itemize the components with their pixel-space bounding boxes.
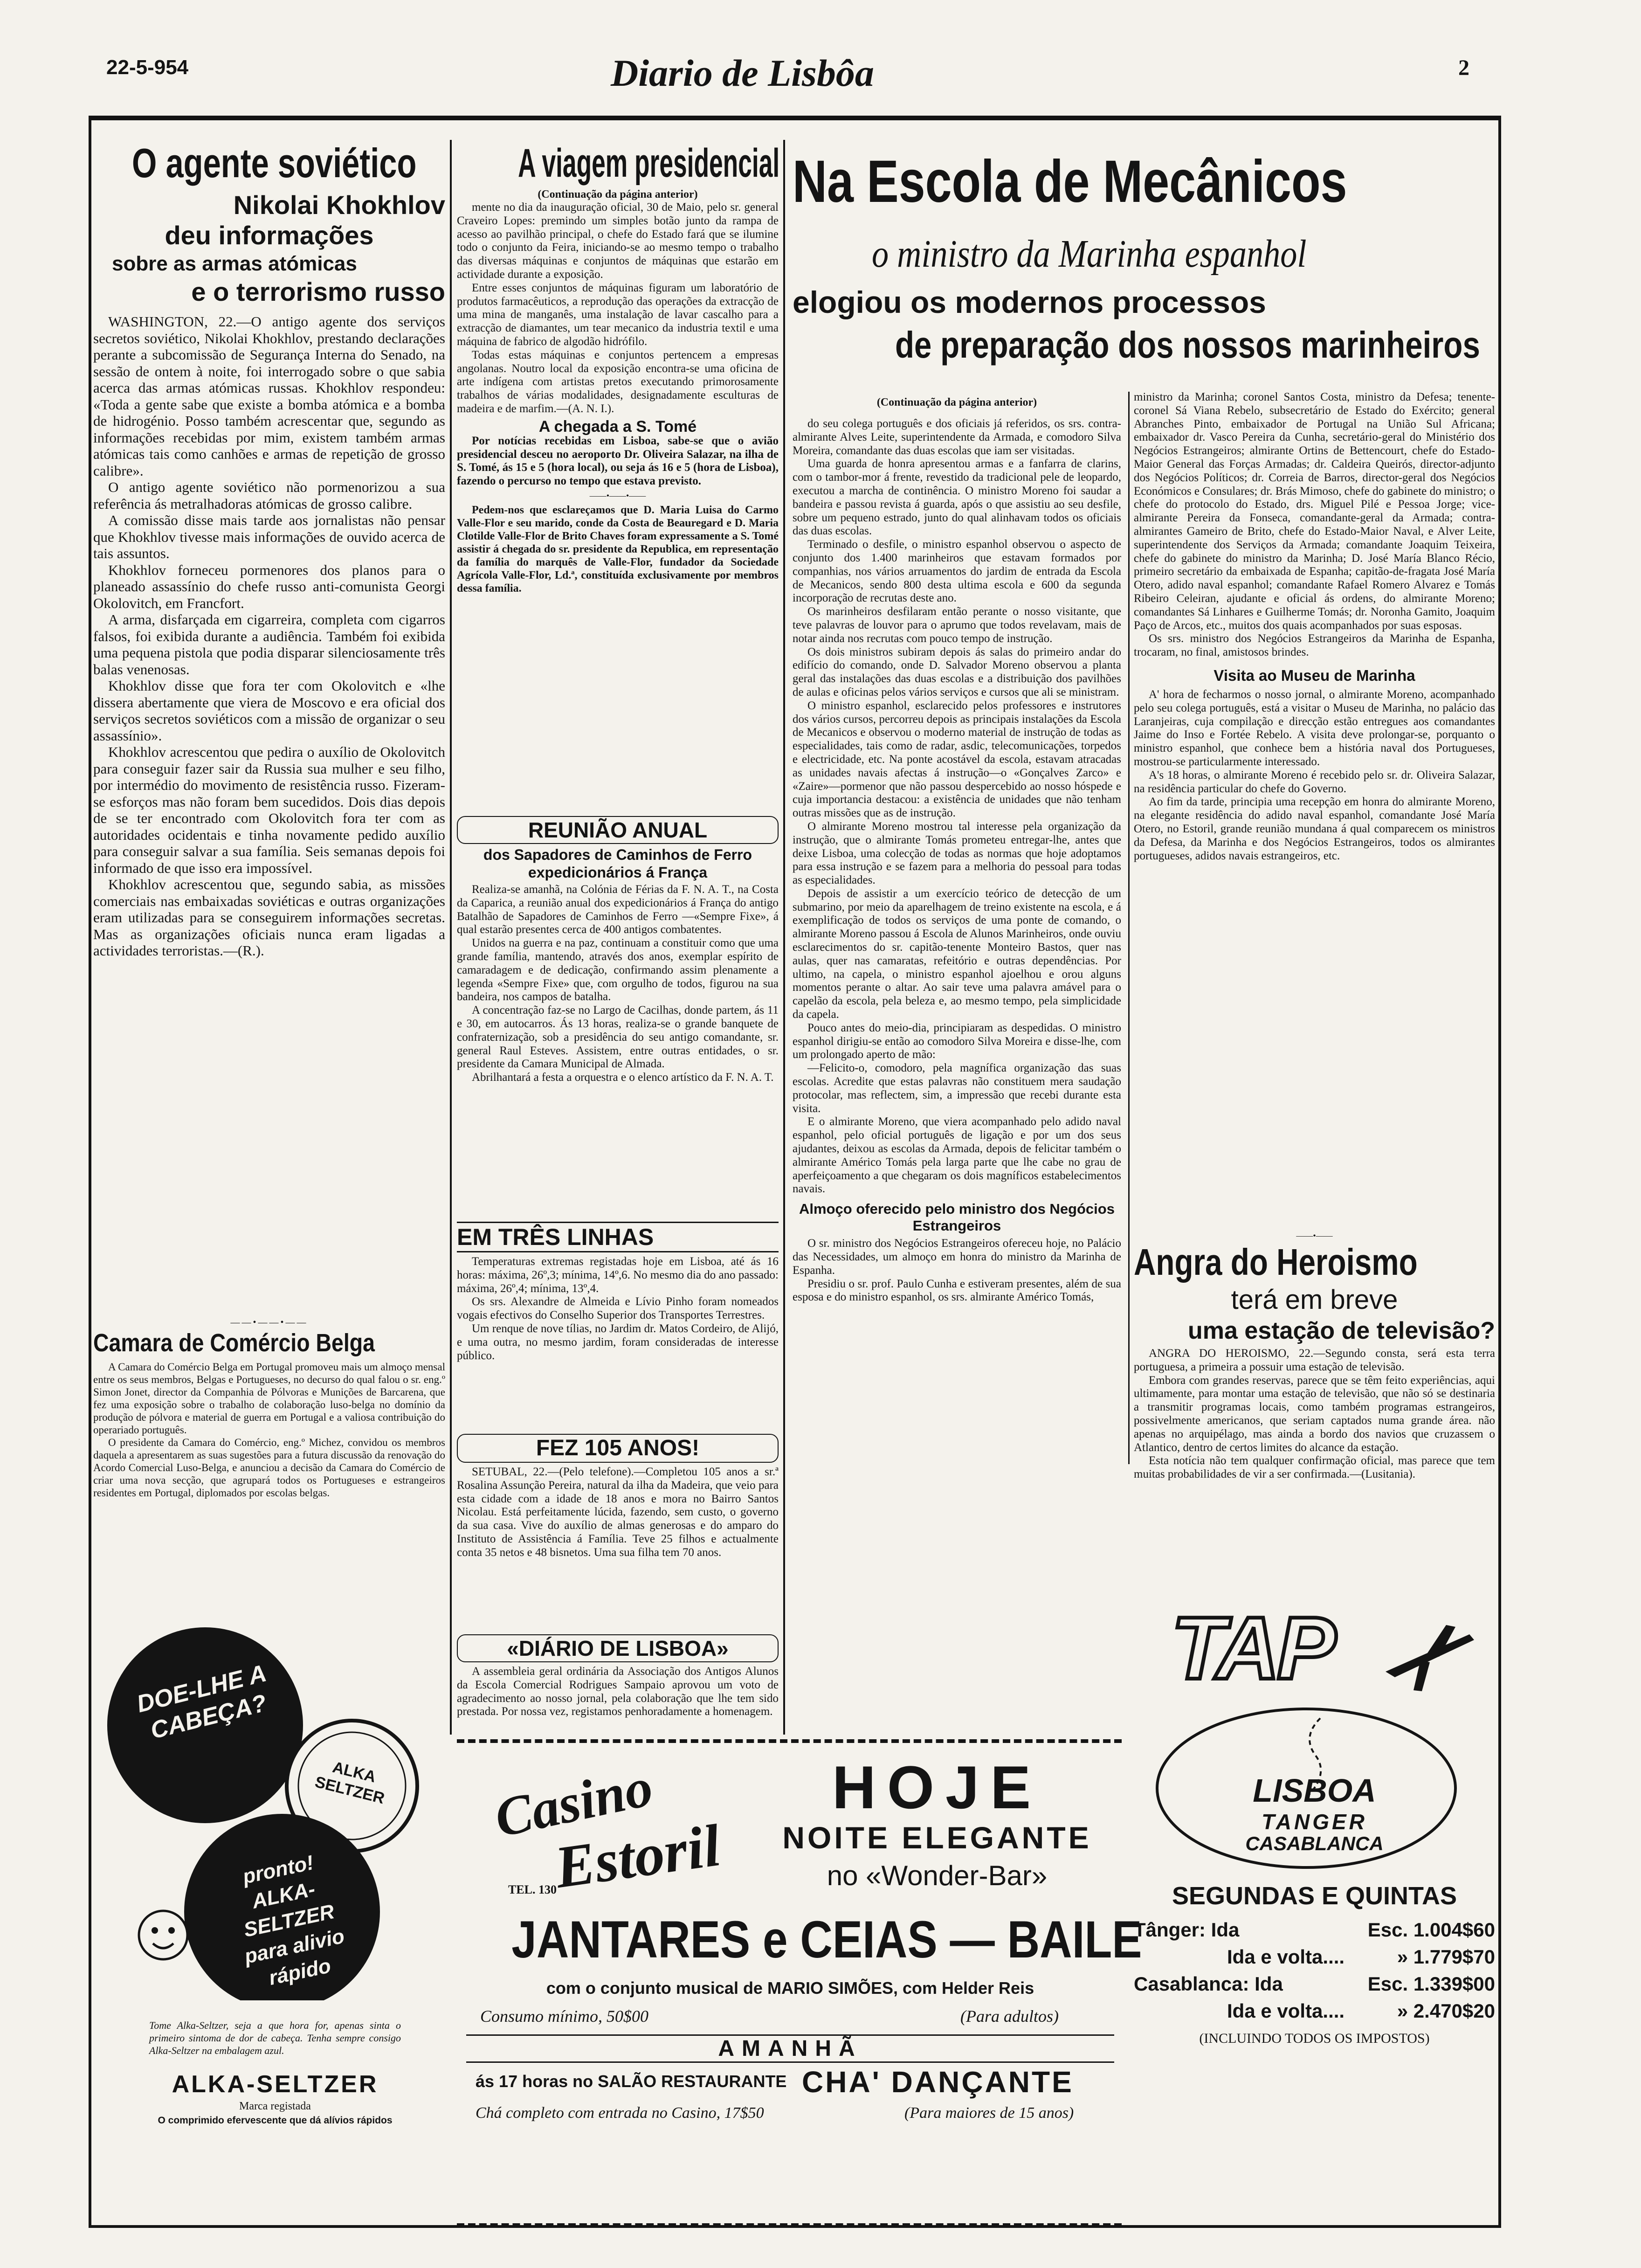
main-subtitle-3: de preparação dos nossos marinheiros [895,324,1480,366]
fare-price: Esc. 1.339$00 [1367,1973,1495,1995]
fare-label: Tânger: Ida [1134,1919,1240,1941]
paragraph: Depois de assistir a um exercício teórico de detecção de um submarino, por meio da aparelhagem de treino existente na escola, e á exemplificação de todos os serviços de uma ponte de comando, o almirante Moreno passou á Escola de Alunos Marinheiros, onde ouviu esclarecimentos do sr. capitão-tenente Monteiro Bastos, quer nas aulas, quer nas camaratas, refeitório e outras dependências. Por ultimo, na capela, o ministro espanhol ajoelhou e orou alguns momentos perante o altar. Ao sair teve uma palavra amável para o capelão da escola, pela beleza e, ao mesmo tempo, pela simplicidade da capela. [793,887,1121,1021]
diario-lisboa-article [457,1634,779,1719]
paragraph: Realiza-se amanhã, na Colónia de Férias da F. N. A. T., na Costa da Caparica, a reunião anual dos expedicionários á França do antigo Batalhão de Sapadores de Caminhos de Ferro —«Sempre Fixe», á qual estarão presentes cerca de 400 antigos combatentes. [457,883,779,936]
noite-elegante: NOITE ELEGANTE [782,1820,1092,1855]
article-subtitle-1: deu informações [165,221,374,250]
schedule-days: SEGUNDAS E QUINTAS [1172,1882,1457,1910]
article-body [93,313,445,959]
right-border [1498,116,1501,2228]
alka-seltzer-ad [93,1613,445,2220]
tap-logo: TAP [1171,1599,1333,1698]
paragraph: A arma, disfarçada em cigarreira, completa com cigarros falsos, foi exibida durante a audiência. Também foi exibida uma pequena pistola que podia disparar silenciosamente três balas venenosas. [93,611,445,678]
divider-ornament: ——•——•—— [230,1317,308,1328]
annual-meeting-article [457,816,779,1085]
fare-row [1134,1998,1495,2025]
casino-estoril-ad [457,1739,1142,2227]
paragraph: Um renque de nove tílias, no Jardim dr. Matos Cordeiro, de Alijó, e uma outra, no mesmo jardim, foram consideradas de interesse público. [457,1322,779,1362]
section-body [793,1237,1121,1304]
main-subtitle-2: elogiou os modernos processos [793,285,1266,319]
jantares-line: JANTARES e CEIAS — BAILE [511,1910,1142,1969]
fare-label: Casablanca: Ida [1134,1973,1283,1995]
paragraph: WASHINGTON, 22.—O antigo agente dos serviços secretos soviético, Nikolai Khokhlov, prestando declarações perante a subcomissão de Segurança Interna do Senado, na sessão de ontem à noite, foi interrogado sobre o que sabia acerca das armas atómicas russas. Khokhlov respondeu: «Toda a gente sabe que existe a bomba atómica e a bomba de hidrogénio. Posso também acrescentar que, segundo as informações recebidas por mim, existem também armas atómicas tais como canhões e armas de repetição de grosso calibre». [93,313,445,479]
article-title: Angra do Heroismo [1134,1241,1418,1283]
paragraph: Uma guarda de honra apresentou armas e a fanfarra de clarins, com o tambor-mor á frente, revestido da tradicional pele de leopardo, executou a marcha de continência. O ministro Moreno foi saudar a bandeira e passou revista á guarda, após o que assistiu ao seu desfile, sobre um pequeno estrado, junto do qual alinhavam todos os oficiais das duas escolas. [793,457,1121,538]
paragraph: Unidos na guerra e na paz, continuam a constituir como que uma grande família, mantendo, através dos anos, exemplar espírito de camaradagem e de dedicação, confirmando assim plenamente a legenda «Sempre Fixe» que, com orgulho de todos, figurou na sua bandeira, nos campos de batalha. [457,937,779,1003]
paragraph: Esta notícia não tem qualquer confirmação oficial, mas parece que tem muitas probabilidades de vir a ser confirmada.—(Lusitania). [1134,1454,1495,1481]
paragraph: —Felicito-o, comodoro, pela magnífica organização das suas escolas. Acredite que estas palavras não constituem mera saudação protocolar, mas reflectem, sim, a impressão que recebi durante esta visita. [793,1062,1121,1115]
section-heading: A chegada a S. Tomé [538,417,697,436]
ad-slogan: pronto! ALKA-SELTZER para alivio rápido [241,1851,347,1990]
paragraph: A Camara do Comércio Belga em Portugal promoveu mais um almoço mensal entre os seus membros, Belgas e Portugueses, no decurso do qual falou o sr. eng.º Simon Jonet, director da Companhia de Pólvoras e Munições de Barcarena, que fez uma exposição sobre o trabalho de colaboração luso-belga no domínio da produção de pólvora e material de guerra em Portugal e a valiosa contribuição do operariado português. [93,1361,445,1436]
article-body [793,417,1121,1196]
article-title-box [457,816,779,844]
casino-logo-2: Estoril [551,1812,724,1901]
paragraph: A concentração faz-se no Largo de Cacilhas, donde partem, ás 11 e 30, em autocarros. Ás 13 horas, realiza-se o grande banquete de confraternização, sob a presidência do seu antigo comandante, sr. general Raul Esteves. Assistem, entre outras entidades, o sr. presidente da Camara Municipal de Almada. [457,1004,779,1071]
family-note: Pedem-nos que esclareçamos que D. Maria Luisa do Carmo Valle-Flor e seu marido, conde da Costa de Beauregard e D. Maria Clotilde Valle-Flor de Brito Chaves foram expressamente a S. Tomé assistir á chegada do sr. presidente da Republica, em representação da família do marquês de Valle-Flor, fundador da Sociedade Agrícola Valle-Flor, Ld.ª, constituída exclusivamente por membros dessa família. [457,504,779,595]
article-subtitle-3: e o terrorismo russo [191,277,445,306]
main-article-col-b [1134,391,1495,863]
continuation-note: (Continuação da página anterior) [876,396,1037,408]
route-casablanca: CASABLANCA [1245,1832,1384,1854]
ad-tablet-text: ALKA SELTZER [313,1758,386,1808]
main-title: Na Escola de Mecânicos [793,148,1347,215]
main-article-col-a [793,396,1121,1304]
divider-ornament: ——•——•—— [589,491,646,500]
restaurante-line: ás 17 horas no SALÃO RESTAURANTE [476,2072,787,2091]
adultos-line: (Para adultos) [960,2007,1059,2026]
casino-tel: TEL. 130 [508,1883,557,1896]
section-body [1134,688,1495,863]
fare-table [1134,1916,1495,2025]
paragraph: A comissão disse mais tarde aos jornalistas não pensar que Khokhlov tivesse mais informações de ouvido acerca de tais assuntos. [93,512,445,561]
col-separator-2 [783,140,785,1735]
maiores-line: (Para maiores de 15 anos) [904,2104,1074,2122]
presidential-trip-article [457,140,779,595]
paragraph: do seu colega português e dos oficiais já referidos, os srs. contra-almirante Alves Leite, superintendente da Armada, e comodoro Silva Moreira, comandante das duas escolas que iam ser visitadas. [793,417,1121,457]
paragraph: A' hora de fecharmos o nosso jornal, o almirante Moreno, acompanhado pelo seu colega português, está a visitar o Museu de Marinha, no palácio das Laranjeiras, cuja compilação e direcção estão entregues aos comandantes Jaime do Inso e Fortée Rebelo. A visita deve prolongar-se, porquanto o ministro espanhol, que conhece bem a história naval dos Portugueses, mostrou-se particularmente interessado. [1134,688,1495,768]
paragraph: O presidente da Camara do Comércio, eng.º Michez, convidou os membros daquela a apresentarem as suas sugestões para a futura discussão da renovação do Acordo Comercial Luso-Belga, e anunciou a decisão da Camara do Comércio de criar uma nova secção, que agrupará todos os Portugueses e estrangeiros residentes em Portugal, diplomados por escolas belgas. [93,1437,445,1499]
fare-row [1134,1916,1495,1943]
article-body [1134,1347,1495,1481]
amanha-heading: AMANHÃ [466,2034,1114,2063]
article-body: A assembleia geral ordinária da Associação dos Antigos Alunos da Escola Comercial Rodrigues Sampaio aprovou um voto de agradecimento ao nosso jornal, pela colaboração que lhe tem sido prestada. Por nossa vez, registamos penhoradamente a homenagem. [457,1665,779,1718]
article-title: EM TRÊS LINHAS [457,1222,779,1252]
article-title: A viagem presidencial [518,141,780,186]
article-body [457,201,779,416]
ad-bubble-text: DOE-LHE A CABEÇA? [134,1660,269,1744]
fare-note: (INCLUINDO TODOS OS IMPOSTOS) [1199,2031,1430,2046]
route-tanger: TANGER [1262,1810,1367,1834]
left-border [89,116,91,2228]
section-heading: Almoço oferecido pelo ministro dos Negócios Estrangeiros [799,1201,1115,1234]
fare-row [1134,1971,1495,1998]
col-separator-3 [1128,392,1130,1464]
main-article-header [793,140,1496,392]
route-lisboa: LISBOA [1253,1772,1376,1809]
fare-label: Ida e volta.... [1227,1946,1345,1968]
consumo-line: Consumo mínimo, 50$00 [480,2007,649,2026]
paragraph: Khokhlov acrescentou que pedira o auxílio de Okolovitch para conseguir fazer sair da Russia sua mulher e seu filho, por intermédio do movimento de resistência russo. Fizeram-se esforços mas não foram bem sucedidos. Dois dias depois de se ter encontrado com Okolovitch fora ter com as autoridades ocidentais e tinha novamente pedido auxílio para conseguir salvar a sua família. Seis semanas depois foi informado de que isso era impossível. [93,744,445,876]
fare-label: Ida e volta.... [1227,2000,1345,2022]
fare-row [1134,1943,1495,1971]
article-title: «DIÁRIO DE LISBOA» [507,1636,729,1660]
paragraph: mente no dia da inauguração oficial, 30 de Maio, pelo sr. general Craveiro Lopes: premindo um simples botão junto da rampa de acesso ao pavilhão principal, o chefe do Estado fará que se ilumine todo o conjunto da Feira, iniciando-se ao mesmo tempo o trabalho das diversas máquinas e conjuntos de máquinas que estarão em actividade durante a exposição. [457,201,779,281]
article-title: Camara de Comércio Belga [93,1329,375,1357]
paragraph: Embora com grandes reservas, parece que se têm feito experiências, aqui ultimamente, para montar uma estação de televisão, que não só se destinaria a transmitir programas locais, como também programas estrangeiros, possivelmente americanos, que seriam captados numa grande área. não apenas no arquipélago, mas ainda a bordo dos navios que cruzassem o Atlantico, dentro de certos limites do alcance da estação. [1134,1374,1495,1454]
ad-brand: ALKA-SELTZER [172,2071,379,2098]
fare-price: » 2.470$20 [1397,2000,1495,2022]
paragraph: O ministro espanhol, esclarecido pelos professores e instrutores dos vários cursos, percorreu depois as principais instalações da Escola de Mecanicos e observou o moderno material de instrução de todas as especialidades, tais como de radar, asdic, telecomunicações, torpedos e electricidade, etc. Na ponte acostável da escola, estavam atracadas as unidades navais afectas á instrução—o «Gonçalves Zarco» e «Zaire»—pormenor que não passou despercebido ao nosso hóspede e cuja importancia destacou: a existência de unidades que não tenham outras missões que as de instrução. [793,699,1121,820]
paragraph: ANGRA DO HEROISMO, 22.—Segundo consta, será esta terra portuguesa, a primeira a possuir uma estação de televisão. [1134,1347,1495,1373]
paragraph: Khokhlov disse que fora ter com Okolovitch e «lhe dissera abertamente que viera de Moscovo e era oficial dos serviços secretos soviéticos com a missão de organizar o seu assassínio». [93,678,445,744]
paragraph: Abrilhantará a festa a orquestra e o elenco artístico da F. N. A. T. [472,1071,774,1084]
paragraph: Terminado o desfile, o ministro espanhol observou o aspecto de conjunto dos 1.400 marinheiros que estavam formados por companhias, nos vários arruamentos do jardim de entrada da Escola de Mecanicos, sendo 800 desta ultima escola e 600 da segunda incorporação de recrutas deste ano. [793,538,1121,605]
ad-registered: Marca registada [239,2100,311,2112]
ad-copy: Tome Alka-Seltzer, seja a que hora for, apenas sinta o primeiro sintoma de dor de cabeça. Tenha sempre consigo Alka-Seltzer na embalagem azul. [149,2019,401,2056]
fare-price: » 1.779$70 [1397,1946,1495,1968]
main-subtitle-1: o ministro da Marinha espanhol [872,232,1307,276]
article-title: O agente soviético [132,140,417,186]
article-title-box [457,1434,779,1463]
paragraph: A's 18 horas, o almirante Moreno é recebido pelo sr. dr. Oliveira Salazar, na residência particular do chefe do Governo. [1134,768,1495,795]
article-subtitle-2: sobre as armas atómicas [112,252,357,275]
article-title-box [457,1634,779,1662]
angra-article [1134,1231,1495,1481]
paragraph: Ao fim da tarde, principia uma recepção em honra do almirante Moreno, na elegante residência do adido naval espanhol, comandante José María Otero, no Estoril, grande reunião mundana á qual comparecem os ministros da Defesa, da Marinha e dos Negócios Estrangeiros, todos os almirantes portugueses, adidos navais estrangeiros, etc. [1134,795,1495,862]
paragraph: Temperaturas extremas registadas hoje em Lisboa, até ás 16 horas: máxima, 26º,3; mínima, 14º,6. No mesmo dia do ano passado: máxima, 26º,4; mínima, 13º,4. [457,1255,779,1295]
paragraph: Presidiu o sr. prof. Paulo Cunha e estiveram presentes, além de sua esposa e do ministro espanhol, os srs. almirante Américo Tomás, [793,1277,1121,1304]
cha-dancante: CHA' DANÇANTE [802,2065,1074,2099]
article-subtitle-name: Nikolai Khokhlov [233,190,445,220]
airplane-icon [1376,1616,1479,1700]
fare-price: Esc. 1.004$60 [1367,1919,1495,1941]
article-subtitle-1: terá em breve [1231,1285,1398,1315]
article-body [457,883,779,1085]
wonder-bar: no «Wonder-Bar» [827,1860,1048,1891]
header-date: 22-5-954 [106,56,189,79]
paragraph: O antigo agente soviético não pormenorizou a sua referência ás metralhadoras atómicas de grosso calibre. [93,479,445,512]
paragraph: O almirante Moreno mostrou tal interesse pela organização da instrução, que o almirante Tomás prometeu entregar-lhe, antes que deixe Lisboa, uma colecção de todas as normas que hoje adoptamos para essa instrução e se fazem para a melhoria do pessoal para todas as especialidades. [793,820,1121,887]
ad-tagline: O comprimido efervescente que dá alívios rápidos [158,2115,393,2126]
article-subtitle-2: uma estação de televisão? [1188,1317,1495,1344]
paragraph: Pouco antes do meio-dia, principiaram as despedidas. O ministro espanhol dirigiu-se então ao comodoro Silva Moreira e disse-lhe, com um prolongado aperto de mão: [793,1021,1121,1061]
article-body [457,1255,779,1362]
col-separator-1 [450,140,452,1735]
article-body [93,1361,445,1499]
article-body: SETUBAL, 22.—(Pelo telefone).—Completou 105 anos a sr.ª Rosalina Assunção Pereira, natural da ilha da Madeira, que veio para esta cidade com a idade de 18 anos e mora no Bairro Santos Nicolau. Está perfeitamente lúcida, fazendo, sem custo, o governo da sua casa. Vive do auxílio de almas generosas e do amparo do Instituto de Assistência á Família. Teve 25 filhos e actualmente conta 35 netos e 48 bisnetos. Uma sua filha tem 70 anos. [457,1466,779,1559]
section-body: Por notícias recebidas em Lisboa, sabe-se que o avião presidencial desceu no aeroporto Dr. Oliveira Salazar, na ilha de S. Tomé, ás 15 e 5 (hora local), ou seja ás 16 e 5 (hora de Lisboa), fazendo o percurso no tempo que estava previsto. [457,434,779,488]
casino-logo-1: Casino [490,1756,658,1849]
paragraph: E o almirante Moreno, que viera acompanhado pelo adido naval espanhol, pelo oficial português de ligação e por um dos seus ajudantes, deixou as escolas da Armada, depois de felicitar também o almirante Américo Tomás pela larga parte que lhe cabe no grau de aperfeiçoamento a que chegaram os dois magníficos estabelecimentos navais. [793,1115,1121,1196]
paragraph: Khokhlov forneceu pormenores dos planos para o planeado assassínio do chefe russo anti-comunista Georgi Okolovitch, em Francfort. [93,561,445,611]
soviet-agent-article [93,140,445,959]
masthead: Diario de Lisbôa [611,52,874,94]
paragraph: Os dois ministros subiram depois ás salas do primeiro andar do edifício do comando, onde D. Salvador Moreno observou a planta geral das instalações das duas escolas e a distribuição dos pavilhões de aulas e oficinas pelos vários serviços e cursos que ali se ministram. [793,645,1121,698]
continuation-note: (Continuação da página anterior) [538,188,698,201]
divider-ornament: ——•—— [1296,1231,1333,1240]
paragraph: ministro da Marinha; coronel Santos Costa, ministro da Defesa; tenente-coronel Sá Viana Rebelo, subsecretário de Estado do Exército; general Abranches Pinto, embaixador de Portugal na União Sul Africana; embaixador dr. Vasco Pereira da Cunha, secretário-geral do Ministério dos Negócios Estrangeiros; almirante Ortins de Bettencourt, chefe do Estado-Maior General das Forças Armadas; dr. Caldeira Queirós, director-adjunto dos Negócios Políticos; dr. Correia de Barros, director-geral dos Negócios Económicos e Consulares; dr. Brás Mimoso, chefe do gabinete do ministro; o chefe do protocolo do Estado, drs. Miguel Pilé e Pessoa Jorge; vice-almirante Pereira da Fonseca, comandante-geral da Armada; contra-almirantes Gameiro de Brito, chefe do Estado-Maior Naval, e Alver Leite, superintendente dos Serviços da Armada; comandante Joaquim Teixeira, chefe do gabinete do ministro da Marinha; D. José María Blanco Récio, primeiro secretário da embaixada de Espanha; capitão-de-fragata José María Otero, adido naval espanhol; comandante Rafael Romero Alvarez e Tomás Ribeiro Celeiran, ajudante e oficial ás ordens, do almirante Moreno; comandantes Sá Linhares e Guilherme Tomás; dr. Noronha Gamito, Joaquim Paço de Arcos, etc., muitos dos quais acompanhados por suas esposas. [1134,391,1495,632]
paragraph: Os srs. Alexandre de Almeida e Lívio Pinho foram nomeados vogais efectivos do Conselho Superior dos Transportes Terrestres. [457,1295,779,1322]
article-title: REUNIÃO ANUAL [528,818,708,842]
header-rule [89,116,1501,120]
paragraph: Todas estas máquinas e conjuntos pertencem a empresas angolanas. Noutro local da exposição encontra-se uma oficina de arte indígena com artistas pretos executando primorosamente trabalhos de várias modalidades, designadamente esculturas de madeira e de marfim.—(A. N. I.). [457,348,779,415]
three-lines-article [457,1222,779,1362]
cha-completo: Chá completo com entrada no Casino, 17$50 [476,2104,764,2122]
paragraph: Os srs. ministro dos Negócios Estrangeiros da Marinha de Espanha, trocaram, no final, amistosos brindes. [1134,632,1495,659]
article-body [1134,391,1495,659]
paragraph: Entre esses conjuntos de máquinas figuram um laboratório de produtos farmacêuticos, a reprodução das operações da extracção de uma mina de manganês, uma instalação de lavar cascalho para a extracção de diamantes, um tear mecanico da industria textil e uma máquina de fabrico de algodão hidrófilo. [457,281,779,348]
paragraph: O sr. ministro dos Negócios Estrangeiros ofereceu hoje, no Palácio das Necessidades, um almoço em honra do ministro da Marinha de Espanha. [793,1237,1121,1277]
paragraph: Os marinheiros desfilaram então perante o nosso visitante, que teve palavras de louvor para o aprumo que todos revelavam, mais de notar ainda nos recrutas com pouco tempo de instrução. [793,605,1121,645]
hoje-heading: HOJE [832,1753,1042,1821]
page-number: 2 [1458,55,1469,80]
section-heading: Visita ao Museu de Marinha [1214,666,1415,684]
105-years-article [457,1434,779,1560]
paragraph: Khokhlov acrescentou que, segundo sabia, as missões comerciais nas embaixadas soviéticas e outras organizações eram utilizadas para se conseguirem informações secretas. Mas as organizações oficiais nunca eram ligadas a actividades terroristas.—(R.). [93,876,445,959]
conjunto-line: com o conjunto musical de MARIO SIMÕES, com Helder Reis [546,1978,1034,1998]
belgian-chamber-article [93,1317,445,1499]
article-subtitle: dos Sapadores de Caminhos de Ferro expedicionários á França [483,846,752,881]
article-title: FEZ 105 ANOS! [536,1436,700,1460]
tap-ad [1134,1597,1495,2222]
